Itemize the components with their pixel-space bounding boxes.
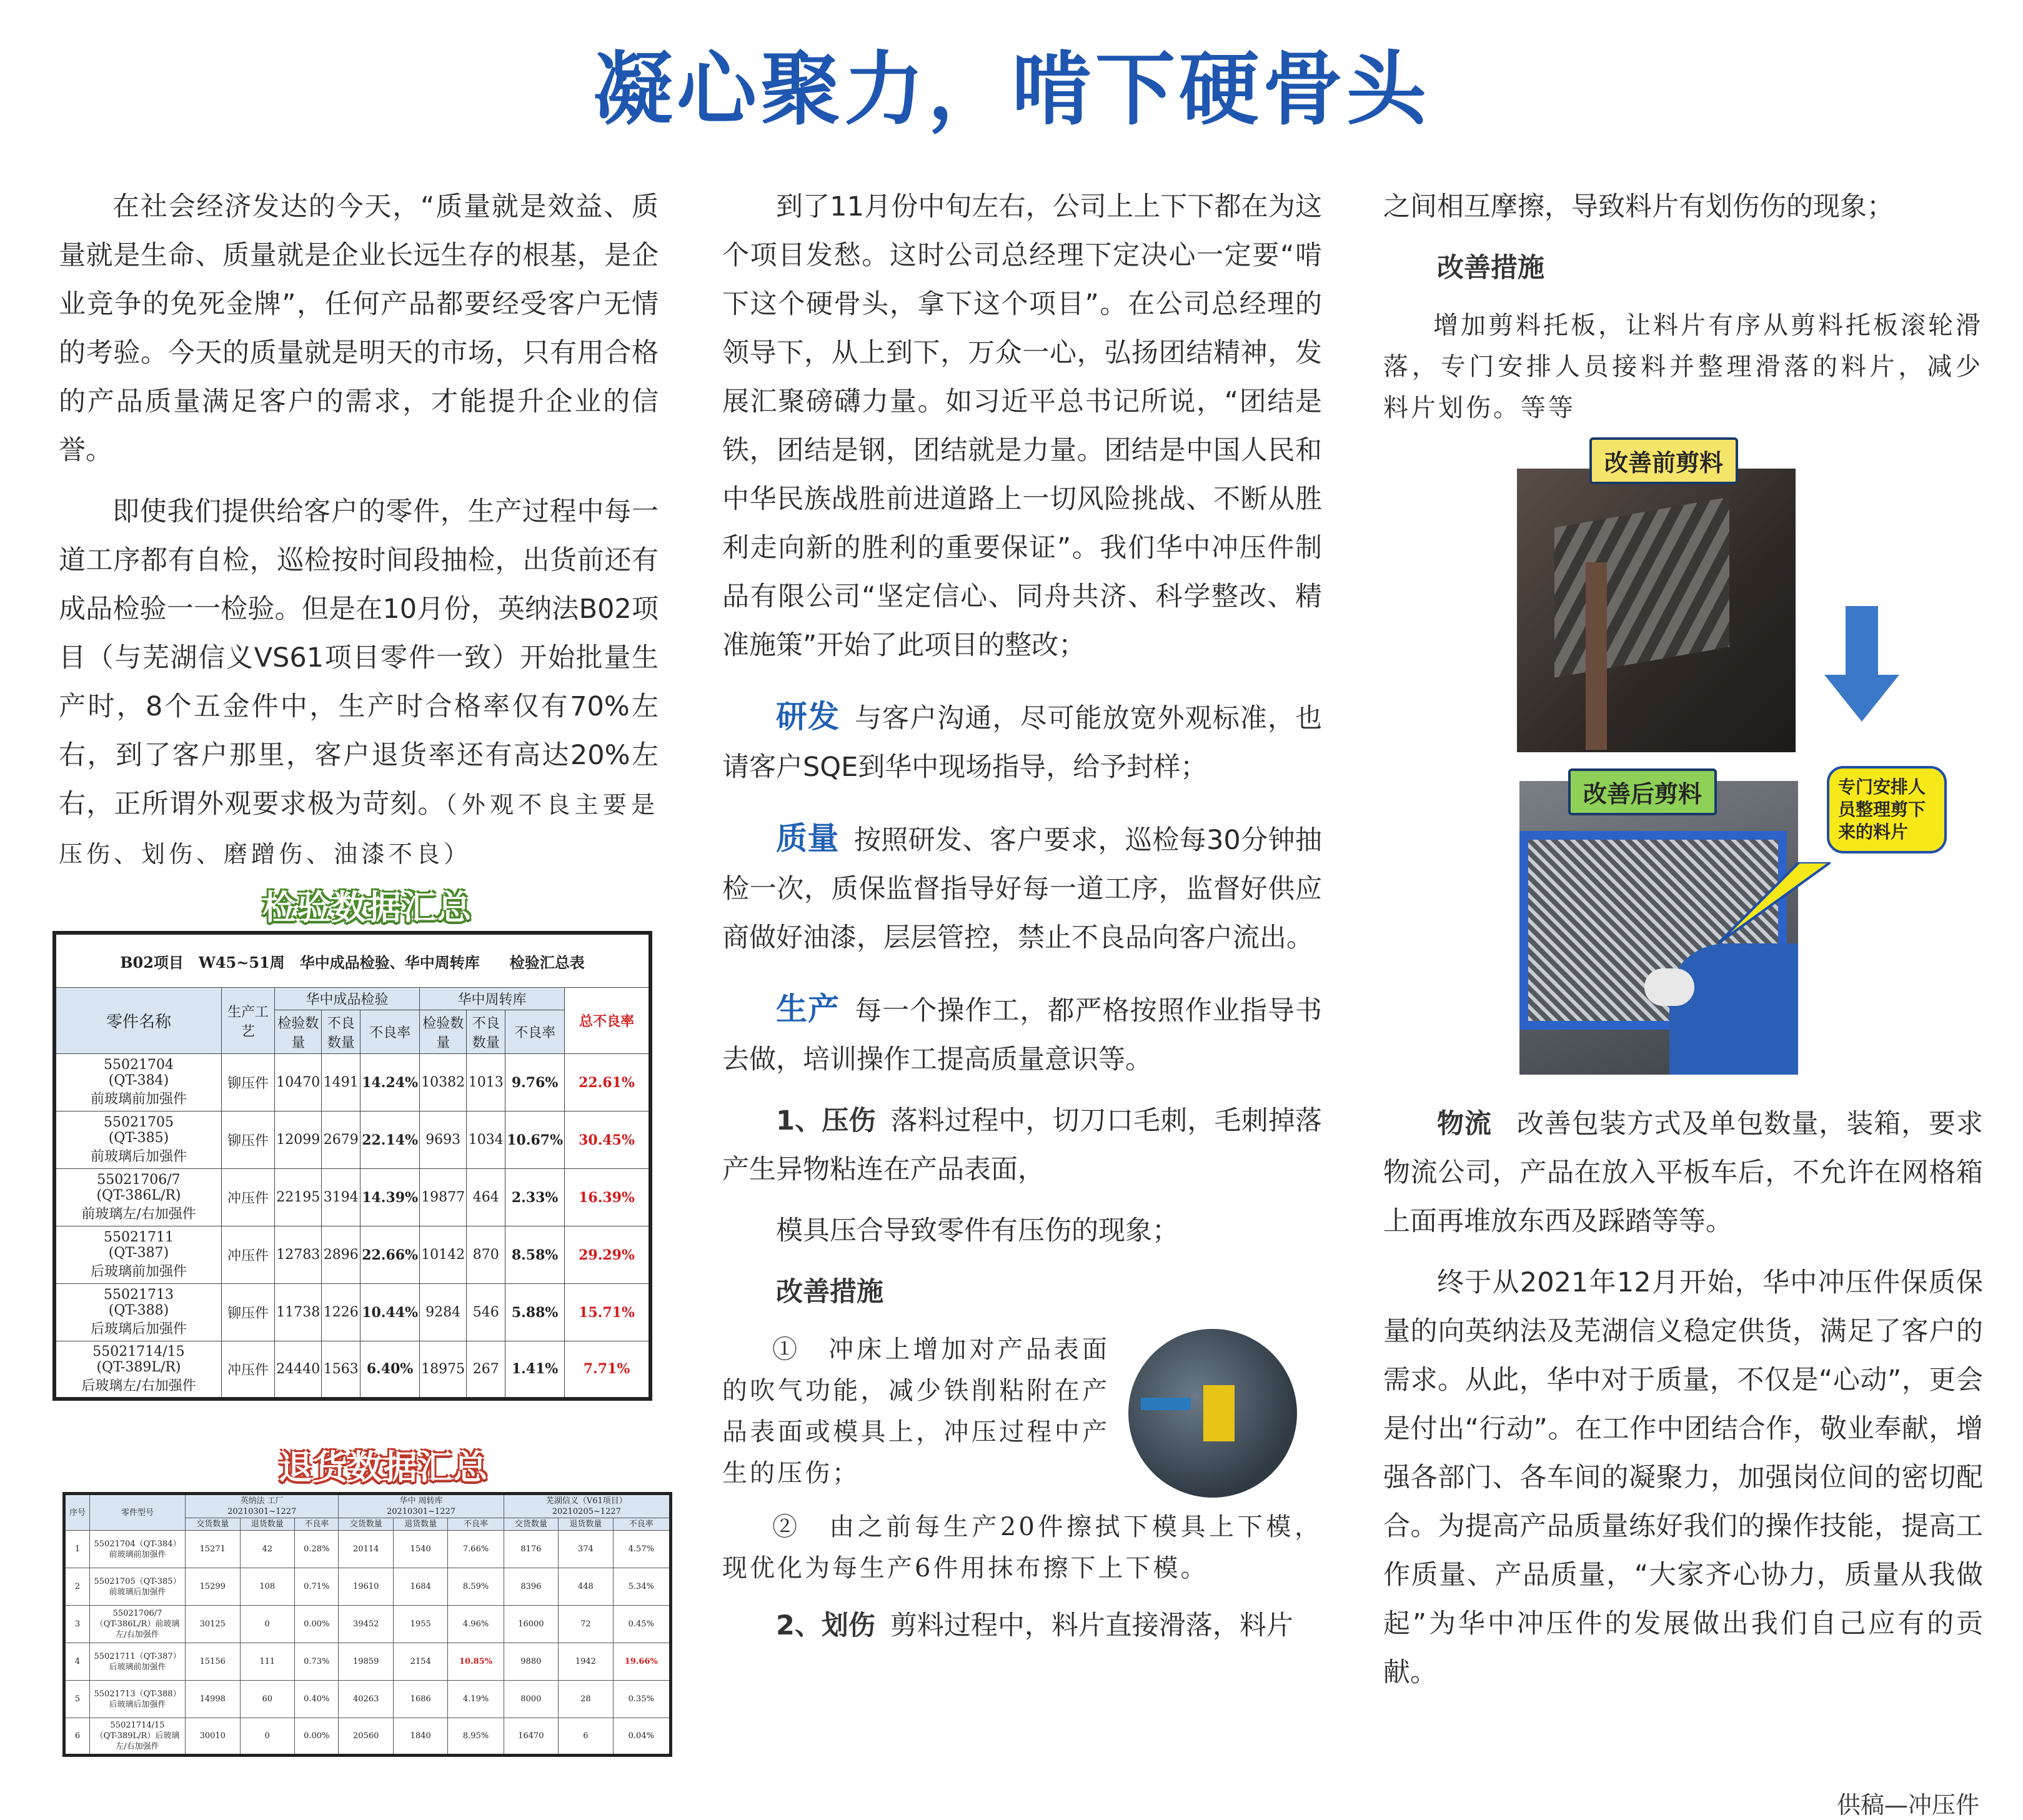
part-name-line: 55021705: [104, 1115, 174, 1130]
part-name-line: 后玻璃前加强件: [90, 1264, 187, 1280]
table-cell: 8396: [504, 1568, 559, 1606]
table-cell: 14998: [186, 1681, 241, 1718]
table-cell: 374: [559, 1531, 614, 1568]
part-name-line: 55021706/7: [97, 1172, 181, 1188]
table-cell: 15271: [186, 1531, 241, 1568]
col-header: 零件名称: [54, 988, 222, 1054]
part-name-line: 后玻璃前加强件: [109, 1662, 166, 1672]
table-cell: 111: [240, 1643, 295, 1681]
paragraph: 即使我们提供给客户的零件，生产过程中每一道工序都有自检，巡检按时间段抽检，出货前还有成品检验一一检验。但是在10月份，英纳法B02项目（与芜湖信义VS61项目零件一致）开始批量生产时，8个五金件中，生产时合格率仅有70%左右，到了客户那里，客户退货率还有高达20%左右，正所谓外观要求极为苛刻。（外观不良主要是压伤、划伤、磨蹭伤、油漆不良）: [59, 496, 659, 868]
part-name-line: (QT-386L/R): [96, 1188, 181, 1203]
paragraph: 2、划伤 剪料过程中，料片直接滑落，料片: [776, 1610, 1293, 1641]
table-cell: 12099: [275, 1111, 322, 1169]
subheading-fix: 改善措施: [776, 1276, 883, 1308]
part-name-line: 前玻璃前加强件: [109, 1549, 166, 1559]
table-cell: 铆压件: [222, 1054, 275, 1111]
column-1: [59, 182, 659, 891]
table-cell: 30.45%: [565, 1111, 651, 1169]
table-cell: 30125: [186, 1606, 241, 1643]
operator-callout: 专门安排人员整理剪下来的料片: [1827, 766, 1947, 853]
defect-note: （外观不良主要是压伤、划伤、磨蹭伤、油漆不良）: [59, 791, 659, 868]
table-cell: 24440: [275, 1341, 322, 1399]
table-cell: 1840: [393, 1718, 448, 1756]
returns-table: [62, 1492, 672, 1757]
table-cell: 4: [64, 1643, 90, 1681]
table-cell: 1491: [322, 1054, 360, 1111]
keyword-quality: 质量: [776, 820, 839, 857]
table-cell: 870: [467, 1226, 505, 1284]
part-name-cell: [90, 1531, 186, 1568]
table-row: [54, 1111, 650, 1169]
table-row: [54, 1341, 650, 1399]
table-cell: 8.95%: [448, 1718, 504, 1756]
table-cell: 30010: [186, 1718, 241, 1756]
table-cell: 5.88%: [505, 1284, 565, 1341]
keyword-production: 生产: [776, 991, 840, 1027]
part-name-line: 55021706/7: [112, 1609, 162, 1618]
part-name-line: 后玻璃后加强件: [109, 1699, 166, 1709]
table-cell: 16.39%: [565, 1169, 651, 1226]
table-cell: 7.71%: [565, 1341, 651, 1399]
col-header: 检验数量: [275, 1010, 322, 1054]
table-cell: 3194: [322, 1169, 360, 1226]
table-row: [54, 1054, 650, 1111]
part-name-line: 前玻璃后加强件: [90, 1149, 187, 1165]
col-header: 不良数量: [322, 1010, 360, 1054]
table-cell: 0.00%: [295, 1718, 339, 1756]
col-header: 总不良率: [565, 988, 651, 1054]
table-cell: 3: [64, 1606, 90, 1643]
table-cell: 108: [240, 1568, 295, 1606]
col-header: 不良数量: [467, 1010, 505, 1054]
part-name-cell: [54, 1226, 222, 1284]
table-cell: 15.71%: [565, 1284, 651, 1341]
table-cell: 1942: [559, 1643, 614, 1681]
table-cell: 1.41%: [505, 1341, 565, 1399]
table-row: [54, 1226, 650, 1284]
down-arrow-icon: [1824, 606, 1899, 725]
footer-credit: 供稿—冲压件: [1836, 1791, 1979, 1819]
table-cell: 9880: [504, 1643, 559, 1681]
table-cell: 19.66%: [613, 1643, 670, 1681]
table-row: [54, 1284, 650, 1341]
part-name-line: 前玻璃后加强件: [109, 1587, 166, 1597]
table-cell: 0: [240, 1718, 295, 1756]
after-label: 改善后剪料: [1568, 768, 1717, 815]
table-cell: 铆压件: [222, 1284, 275, 1341]
column-2: [722, 182, 1322, 1663]
table-cell: 16470: [504, 1718, 559, 1756]
table-cell: 12783: [275, 1226, 322, 1284]
col-header: 检验数量: [419, 1010, 466, 1054]
keyword-rnd: 研发: [776, 699, 840, 735]
col-header: 交货数量: [186, 1518, 241, 1531]
table-cell: 冲压件: [222, 1169, 275, 1226]
fix-item: 增加剪料托板，让料片有序从剪料托板滚轮滑落，专门安排人员接料并整理滑落的料片，减少料片划伤。等等: [1383, 311, 1983, 422]
table-cell: 0: [240, 1606, 295, 1643]
table-row: [64, 1718, 671, 1756]
table-cell: 39452: [339, 1606, 394, 1643]
col-header: 生产工艺: [222, 988, 275, 1054]
part-name-line: 55021711: [104, 1230, 174, 1245]
part-name-cell: [90, 1606, 186, 1643]
part-name-line: 55021714/15: [92, 1343, 185, 1360]
table-cell: 28: [559, 1681, 614, 1718]
table-cell: 10470: [275, 1054, 322, 1111]
inspection-section-title: 检验数据汇总: [262, 888, 472, 927]
col-header-group: 华中 周转库 20210301~1227: [339, 1494, 504, 1518]
part-name-line: (QT-389L/R): [96, 1359, 181, 1375]
table-cell: 22.14%: [360, 1111, 420, 1169]
subheading-fix: 改善措施: [1437, 252, 1544, 284]
col-header-group: 英纳法 工厂 20210301~1227: [186, 1494, 339, 1518]
paragraph: 质量 按照研发、客户要求，巡检每30分钟抽检一次，质保监督指导好每一道工序，监督好供应商做好油漆，层层管控，禁止不良品向客户流出。: [722, 820, 1323, 953]
table-cell: 1013: [467, 1054, 505, 1111]
table-cell: 72: [559, 1606, 614, 1643]
part-name-line: 55021705（QT-385）: [94, 1576, 181, 1586]
table-cell: 0.40%: [295, 1681, 339, 1718]
table-cell: 5: [64, 1681, 90, 1718]
table-cell: 10142: [419, 1226, 466, 1284]
table-cell: 19877: [419, 1169, 466, 1226]
part-name-line: 55021713: [104, 1287, 174, 1303]
callout-pointer: [1718, 862, 1831, 950]
part-name-line: 55021711（QT-387）: [94, 1651, 181, 1661]
table-cell: 29.29%: [565, 1226, 651, 1284]
table-cell: 0.71%: [295, 1568, 339, 1606]
table-cell: 10.85%: [448, 1643, 504, 1681]
col-header: 不良率: [360, 1010, 420, 1054]
col-header: 交货数量: [504, 1518, 559, 1531]
table-cell: 14.39%: [360, 1169, 420, 1226]
part-name-line: 前玻璃前加强件: [90, 1092, 187, 1107]
table-cell: 1955: [393, 1606, 448, 1643]
col-header: 不良率: [448, 1518, 504, 1531]
col-header: 不良率: [505, 1010, 565, 1054]
col-header-group: 芜湖信义（V61项目） 20210205~1227: [504, 1494, 670, 1518]
part-name-cell: [90, 1568, 186, 1606]
table-cell: 10.67%: [505, 1111, 565, 1169]
table-cell: 18975: [419, 1341, 466, 1399]
part-name-line: （QT-389L/R）后玻璃左/右加强件: [95, 1731, 180, 1751]
table-cell: 7.66%: [448, 1531, 504, 1568]
paragraph: 到了11月份中旬左右，公司上上下下都在为这个项目发愁。这时公司总经理下定决心一定要“啃下这个硬骨头，拿下这个项目”。在公司总经理的领导下，从上到下，万众一心，弘扬团结精神，发展汇聚磅礴力量。如习近平总书记所说，“团结是铁，团结是钢，团结就是力量。团结是中国人民和中华民族战胜前进道路上一切风险挑战、不断从胜利走向新的胜利的重要保证”。我们华中冲压件制品有限公司“坚定信心、同舟共济、科学整改、精准施策”开始了此项目的整改；: [722, 191, 1322, 661]
table-cell: 15299: [186, 1568, 241, 1606]
table-cell: 2.33%: [505, 1169, 565, 1226]
table-cell: 0.28%: [295, 1531, 339, 1568]
table-row: [64, 1531, 671, 1568]
part-name-cell: [90, 1643, 186, 1681]
paragraph: 生产 每一个操作工，都严格按照作业指导书去做，培训操作工提高质量意识等。: [722, 991, 1323, 1075]
table-cell: 2: [64, 1568, 90, 1606]
part-name-line: （QT-386L/R）前玻璃左/右加强件: [95, 1619, 180, 1639]
table-cell: 6: [64, 1718, 90, 1756]
table-cell: 22.61%: [565, 1054, 651, 1111]
part-name-line: (QT-385): [108, 1130, 169, 1146]
table-cell: 40263: [339, 1681, 394, 1718]
table-cell: 1540: [393, 1531, 448, 1568]
table-cell: 8.59%: [448, 1568, 504, 1606]
part-name-line: 后玻璃后加强件: [90, 1321, 187, 1337]
table-cell: 60: [240, 1681, 295, 1718]
table-cell: 1: [64, 1531, 90, 1568]
table-cell: 2154: [393, 1643, 448, 1681]
table-cell: 0.04%: [613, 1718, 670, 1756]
article-title: 凝心聚力，啃下硬骨头: [592, 43, 1430, 136]
col-header: 退货数量: [240, 1518, 295, 1531]
subheading-scratch: 2、划伤: [776, 1610, 875, 1641]
col-header: 不良率: [295, 1518, 339, 1531]
stamping-photo: [1128, 1329, 1297, 1498]
table-cell: 11738: [275, 1284, 322, 1341]
table-cell: 8176: [504, 1531, 559, 1568]
table-cell: 0.45%: [613, 1606, 670, 1643]
part-name-line: 55021714/15: [110, 1721, 165, 1730]
part-name-line: (QT-384): [108, 1073, 169, 1088]
column-3: [1383, 182, 1983, 441]
table-cell: 2896: [322, 1226, 360, 1284]
table-cell: 1684: [393, 1568, 448, 1606]
table-cell: 19859: [339, 1643, 394, 1681]
table-cell: 10382: [419, 1054, 466, 1111]
table-cell: 6.40%: [360, 1341, 420, 1399]
table-cell: 22.66%: [360, 1226, 420, 1284]
table-cell: 6: [559, 1718, 614, 1756]
table-cell: 546: [467, 1284, 505, 1341]
col-header: 序号: [64, 1494, 90, 1531]
before-photo: [1517, 469, 1796, 752]
table-cell: 4.57%: [613, 1531, 670, 1568]
inspection-table: [52, 931, 652, 1401]
part-name-line: 后玻璃左/右加强件: [81, 1378, 196, 1394]
table-cell: 16000: [504, 1606, 559, 1643]
paragraph: 1、压伤 落料过程中，切刀口毛刺，毛刺掉落产生异物粘连在产品表面，: [722, 1105, 1323, 1185]
table-cell: 铆压件: [222, 1111, 275, 1169]
table-cell: 1034: [467, 1111, 505, 1169]
col-header: 退货数量: [393, 1518, 448, 1531]
table-cell: 22195: [275, 1169, 322, 1226]
table-cell: 9693: [419, 1111, 466, 1169]
table-cell: 冲压件: [222, 1341, 275, 1399]
table-cell: 42: [240, 1531, 295, 1568]
table-cell: 448: [559, 1568, 614, 1606]
table-cell: 2679: [322, 1111, 360, 1169]
table-cell: 0.35%: [613, 1681, 670, 1718]
table-cell: 1563: [322, 1341, 360, 1399]
table-cell: 冲压件: [222, 1226, 275, 1284]
col-header: 退货数量: [559, 1518, 614, 1531]
column-3-lower: [1383, 1100, 1983, 1709]
fix-item-2: ② 由之前每生产20件擦拭下模具上下模，现优化为每生产6件用抹布擦下上下模。: [722, 1513, 1322, 1583]
paragraph: 终于从2021年12月开始，华中冲压件保质保量的向英纳法及芜湖信义稳定供货，满足了客户的需求。从此，华中对于质量，不仅是“心动”，更会是付出“行动”。在工作中团结合作，敬业奉献，增强各部门、各车间的凝聚力，加强岗位间的密切配合。为提高产品质量练好我们的操作技能，提高工作质量、产品质量，“大家齐心协力，质量从我做起”为华中冲压件的发展做出我们自己应有的贡献。: [1383, 1267, 1983, 1688]
paragraph: 模具压合导致零件有压伤的现象；: [776, 1215, 1179, 1246]
part-name-line: 55021704: [104, 1057, 174, 1073]
col-header-group: 华中成品检验: [275, 988, 420, 1010]
table-cell: 4.96%: [448, 1606, 504, 1643]
paragraph: 物流 改善包装方式及单包数量，装箱，要求物流公司，产品在放入平板车后，不允许在网格箱上面再堆放东西及踩踏等等。: [1383, 1108, 1984, 1237]
table-cell: 4.19%: [448, 1681, 504, 1718]
part-name-cell: [90, 1681, 186, 1718]
table-row: [64, 1606, 671, 1643]
table-cell: 8.58%: [505, 1226, 565, 1284]
keyword-logistics: 物流: [1437, 1108, 1492, 1140]
part-name-line: 55021713（QT-388）: [94, 1689, 181, 1699]
part-name-cell: [54, 1169, 222, 1226]
returns-section-title: 退货数据汇总: [279, 1448, 489, 1487]
table-cell: 20560: [339, 1718, 394, 1756]
col-header-group: 华中周转库: [419, 988, 564, 1010]
table-row: [64, 1568, 671, 1606]
part-name-line: 55021704（QT-384）: [94, 1539, 181, 1549]
col-header: 不良率: [613, 1518, 670, 1531]
table-row: [64, 1643, 671, 1681]
before-label: 改善前剪料: [1589, 437, 1738, 484]
table-cell: 464: [467, 1169, 505, 1226]
table-cell: 14.24%: [360, 1054, 420, 1111]
col-header: 零件型号: [90, 1494, 186, 1531]
table-cell: 15156: [186, 1643, 241, 1681]
fix-item-1: ① 冲床上增加对产品表面的吹气功能，减少铁削粘附在产品表面或模具上，冲压过程中产生的压伤；: [722, 1335, 1110, 1488]
table-cell: 9284: [419, 1284, 466, 1341]
table-cell: 0.00%: [295, 1606, 339, 1643]
paragraph: 之间相互摩擦，导致料片有划伤伤的现象；: [1383, 191, 1894, 222]
paragraph: 在社会经济发达的今天，“质量就是效益、质量就是生命、质量就是企业长远生存的根基，是企业竞争的免死金牌”，任何产品都要经受客户无情的考验。今天的质量就是明天的市场，只有用合格的产品质量满足客户的需求，才能提升企业的信誉。: [59, 191, 659, 466]
part-name-line: (QT-388): [108, 1303, 169, 1318]
table-row: [64, 1681, 671, 1718]
table-cell: 1226: [322, 1284, 360, 1341]
subheading-crush: 1、压伤: [776, 1105, 876, 1136]
table-row: [54, 1169, 650, 1226]
table-cell: 267: [467, 1341, 505, 1399]
table-cell: 1686: [393, 1681, 448, 1718]
table-cell: 0.73%: [295, 1643, 339, 1681]
part-name-cell: [90, 1718, 186, 1756]
part-name-cell: [54, 1284, 222, 1341]
table-cell: 20114: [339, 1531, 394, 1568]
table-caption: B02项目 W45~51周 华中成品检验、华中周转库 检验汇总表: [54, 933, 650, 988]
table-cell: 10.44%: [360, 1284, 420, 1341]
col-header: 交货数量: [339, 1518, 394, 1531]
table-cell: 8000: [504, 1681, 559, 1718]
table-cell: 5.34%: [613, 1568, 670, 1606]
part-name-cell: [54, 1111, 222, 1169]
part-name-cell: [54, 1341, 222, 1399]
part-name-line: 前玻璃左/右加强件: [81, 1206, 196, 1222]
table-cell: 9.76%: [505, 1054, 565, 1111]
part-name-line: (QT-387): [108, 1245, 169, 1261]
table-cell: 19610: [339, 1568, 394, 1606]
part-name-cell: [54, 1054, 222, 1111]
paragraph: 研发 与客户沟通，尽可能放宽外观标准，也请客户SQE到华中现场指导，给予封样；: [722, 699, 1323, 783]
